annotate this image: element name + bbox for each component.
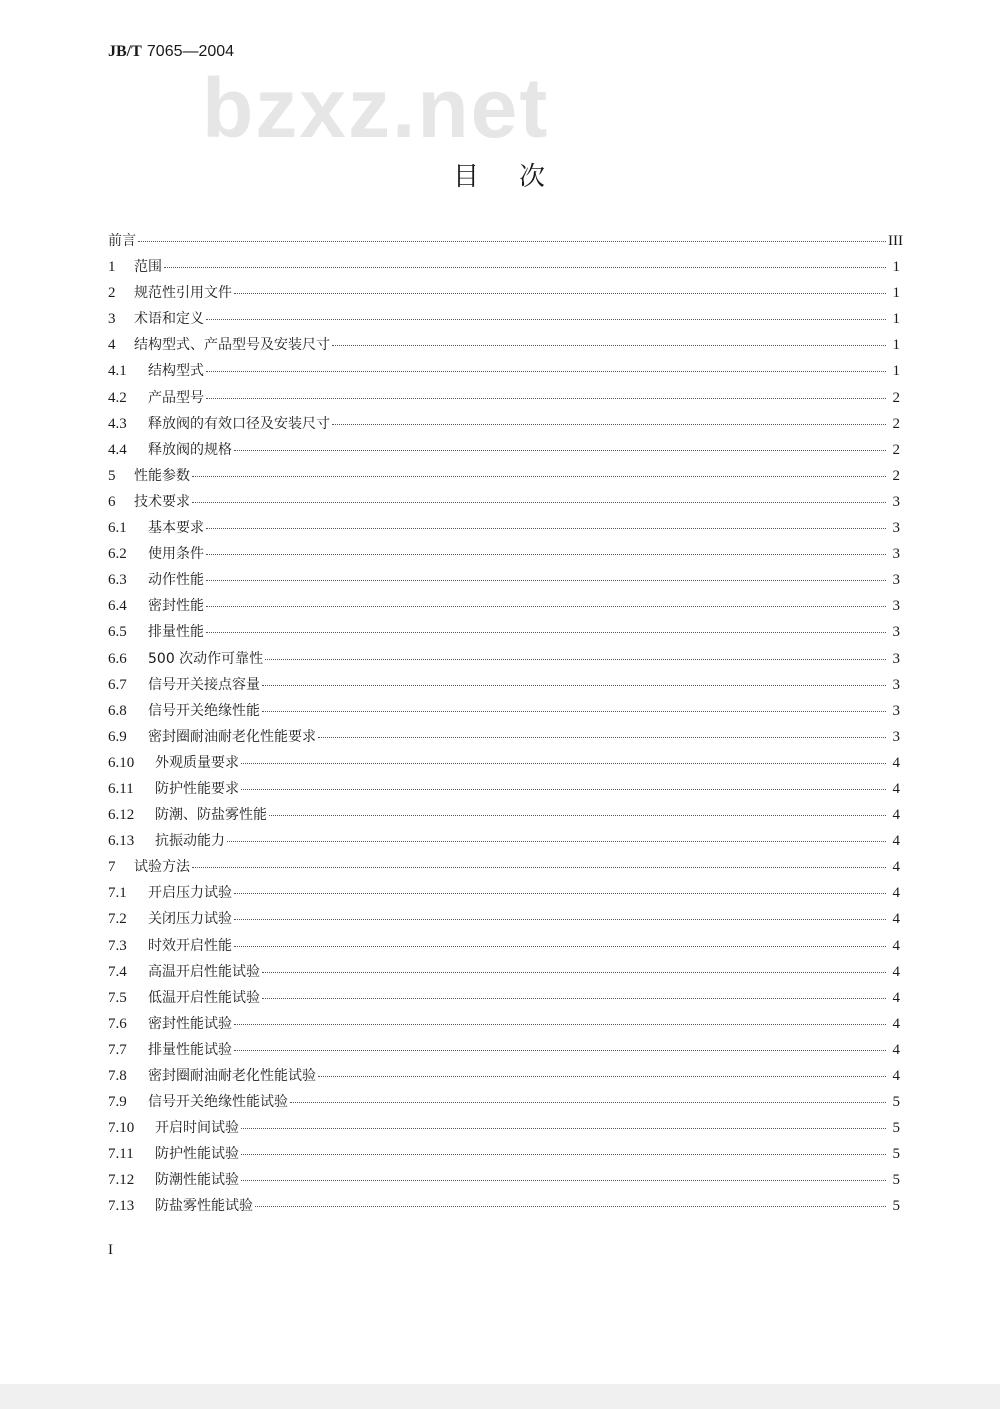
toc-entry-number: 7.9 [108, 1094, 127, 1111]
toc-entry-label: 信号开关接点容量 [148, 676, 260, 693]
dot-leader [241, 1180, 886, 1181]
toc-entry-number: 6.10 [108, 754, 135, 771]
toc-entry-page: 3 [892, 650, 900, 667]
dot-leader [318, 737, 886, 738]
toc-entry-number: 6.8 [108, 702, 127, 719]
toc-entry-number: 4.1 [108, 363, 127, 380]
toc-entry-number: 6.13 [108, 833, 135, 850]
toc-entry[interactable] [108, 413, 900, 439]
toc-entry[interactable] [108, 360, 900, 386]
dot-leader [192, 867, 886, 868]
toc-entry-number: 7.5 [108, 989, 127, 1006]
page-title: 目次 [453, 162, 586, 192]
toc-entry-label: 排量性能试验 [148, 1041, 232, 1058]
toc-entry[interactable] [108, 621, 900, 647]
bottom-strip [0, 1384, 1000, 1409]
toc-entry-label: 密封圈耐油耐老化性能要求 [148, 728, 316, 745]
toc-entry-label: 时效开启性能 [148, 937, 232, 954]
toc-entry-page: 4 [892, 780, 900, 797]
toc-entry-label: 试验方法 [134, 859, 190, 876]
toc-entry-page: 5 [892, 1198, 900, 1215]
toc-entry-number: 6 [108, 493, 116, 510]
toc-entry-number: 7.12 [108, 1172, 135, 1189]
toc-entry-number: 6.7 [108, 676, 127, 693]
toc-entry-label: 释放阀的有效口径及安装尺寸 [148, 415, 330, 432]
toc-entry[interactable] [108, 1013, 900, 1039]
toc-entry-page: 4 [892, 911, 900, 928]
toc-entry-label: 防护性能要求 [155, 780, 239, 797]
toc-entry-page: 4 [892, 807, 900, 824]
toc-entry-page: 3 [892, 702, 900, 719]
dot-leader [234, 946, 886, 947]
dot-leader [269, 815, 886, 816]
toc-entry-number: 4 [108, 337, 116, 354]
toc-entry[interactable] [108, 256, 900, 282]
toc-entry-label: 防潮、防盐雾性能 [155, 807, 267, 824]
dot-leader [290, 1102, 886, 1103]
toc-entry-number: 6.12 [108, 807, 135, 824]
table-of-contents [108, 230, 903, 1222]
toc-entry-number: 4.4 [108, 441, 127, 458]
toc-entry-page: 4 [892, 963, 900, 980]
toc-entry[interactable] [108, 778, 900, 804]
toc-entry-page: 5 [892, 1172, 900, 1189]
dot-leader [206, 606, 886, 607]
toc-entry[interactable] [108, 1091, 900, 1117]
dot-leader [241, 1154, 886, 1155]
dot-leader [265, 659, 886, 660]
toc-entry[interactable] [108, 387, 900, 413]
toc-entry-label: 结构型式 [148, 363, 204, 380]
toc-entry-label: 产品型号 [148, 389, 204, 406]
dot-leader [206, 398, 886, 399]
dot-leader [164, 267, 886, 268]
toc-entry-number: 4.2 [108, 389, 127, 406]
toc-entry-page: 3 [892, 676, 900, 693]
toc-entry-page: 1 [892, 363, 900, 380]
toc-entry[interactable] [108, 674, 900, 700]
toc-entry-number: 6.6 [108, 650, 127, 667]
toc-entry[interactable] [108, 830, 900, 856]
dot-leader [206, 528, 886, 529]
dot-leader [206, 371, 886, 372]
toc-entry[interactable] [108, 1143, 900, 1169]
toc-entry-number: 6.5 [108, 624, 127, 641]
dot-leader [318, 1076, 886, 1077]
toc-entry-label: 外观质量要求 [155, 754, 239, 771]
toc-entry-label: 释放阀的规格 [148, 441, 232, 458]
toc-entry[interactable] [108, 935, 900, 961]
toc-entry[interactable] [108, 1169, 900, 1195]
toc-entry-label: 密封性能 [148, 598, 204, 615]
toc-entry[interactable] [108, 856, 900, 882]
toc-entry[interactable] [108, 1039, 900, 1065]
toc-entry[interactable] [108, 334, 900, 360]
toc-entry[interactable] [108, 1117, 900, 1143]
dot-leader [206, 319, 886, 320]
toc-entry-page: 5 [892, 1094, 900, 1111]
toc-entry-page: 4 [892, 937, 900, 954]
toc-entry[interactable] [108, 961, 900, 987]
toc-entry[interactable] [108, 282, 900, 308]
toc-entry-number: 7.11 [108, 1146, 134, 1163]
toc-entry-page: 2 [892, 441, 900, 458]
toc-entry-label: 性能参数 [134, 467, 190, 484]
toc-entry[interactable] [108, 230, 903, 256]
standard-prefix: JB/T [108, 43, 142, 60]
watermark: bzxz.net [202, 61, 550, 155]
toc-entry-number: 7.3 [108, 937, 127, 954]
toc-entry[interactable] [108, 543, 900, 569]
dot-leader [262, 711, 886, 712]
toc-entry-label: 高温开启性能试验 [148, 963, 260, 980]
toc-entry-label: 使用条件 [148, 546, 204, 563]
dot-leader [332, 345, 886, 346]
toc-entry-number: 7.2 [108, 911, 127, 928]
toc-entry-page: 1 [892, 259, 900, 276]
toc-entry-label: 开启时间试验 [155, 1120, 239, 1137]
toc-entry-number: 7.8 [108, 1068, 127, 1084]
dot-leader [234, 450, 886, 451]
toc-entry[interactable] [108, 752, 900, 778]
toc-entry-label: 信号开关绝缘性能 [148, 702, 260, 719]
toc-entry-page: 3 [892, 728, 900, 745]
toc-entry-page: 3 [892, 624, 900, 641]
toc-entry[interactable] [108, 308, 900, 334]
standard-code: 7065—2004 [146, 43, 235, 60]
toc-entry-page: 2 [892, 389, 900, 406]
toc-entry-label: 密封性能试验 [148, 1015, 232, 1032]
toc-entry[interactable] [108, 804, 900, 830]
toc-entry-label: 防潮性能试验 [155, 1172, 239, 1189]
toc-entry-number: 7.6 [108, 1015, 127, 1032]
toc-entry-page: 3 [892, 520, 900, 537]
toc-entry-page: 4 [892, 833, 900, 850]
toc-entry-number: 7.10 [108, 1120, 135, 1137]
toc-entry[interactable] [108, 439, 900, 465]
toc-entry-page: 2 [892, 467, 900, 484]
dot-leader [192, 476, 886, 477]
dot-leader [234, 293, 886, 294]
dot-leader [262, 685, 886, 686]
toc-entry-label: 密封圈耐油耐老化性能试验 [148, 1068, 316, 1084]
toc-entry-page: 4 [892, 989, 900, 1006]
dot-leader [241, 789, 886, 790]
toc-entry-label: 技术要求 [134, 493, 190, 510]
toc-entry-page: 3 [892, 598, 900, 615]
toc-entry-label: 基本要求 [148, 520, 204, 537]
dot-leader [332, 424, 886, 425]
toc-entry-label: 前言 [108, 233, 136, 249]
toc-entry[interactable] [108, 517, 900, 543]
toc-entry-number: 7.4 [108, 963, 127, 980]
toc-entry-label: 关闭压力试验 [148, 911, 232, 928]
toc-entry-number: 6.2 [108, 546, 127, 563]
toc-entry-page: 4 [892, 1041, 900, 1058]
toc-entry-page: 3 [892, 493, 900, 510]
toc-entry-page: 1 [892, 337, 900, 354]
dot-leader [241, 1128, 886, 1129]
dot-leader [192, 502, 886, 503]
toc-entry[interactable] [108, 1195, 900, 1221]
toc-entry-number: 4.3 [108, 415, 127, 432]
dot-leader [138, 241, 886, 242]
toc-entry-page: 1 [892, 311, 900, 328]
toc-entry[interactable] [108, 726, 900, 752]
toc-entry-number: 2 [108, 285, 116, 302]
toc-entry-page: 5 [892, 1120, 900, 1137]
dot-leader [255, 1206, 886, 1207]
dot-leader [206, 554, 886, 555]
toc-entry-page: 4 [892, 859, 900, 876]
toc-entry-number: 6.11 [108, 780, 134, 797]
toc-entry-page: 3 [892, 572, 900, 589]
toc-entry-page: 4 [892, 754, 900, 771]
toc-entry-page: 4 [892, 1068, 900, 1084]
toc-entry-number: 7 [108, 859, 116, 876]
toc-entry-label: 术语和定义 [134, 311, 204, 328]
toc-entry-page: 4 [892, 885, 900, 902]
toc-entry[interactable] [108, 700, 900, 726]
toc-entry[interactable] [108, 1065, 900, 1091]
toc-entry-page: 5 [892, 1146, 900, 1163]
toc-entry-page: 1 [892, 285, 900, 302]
toc-entry-label: 防护性能试验 [155, 1146, 239, 1163]
toc-entry-page: 4 [892, 1015, 900, 1032]
toc-entry[interactable] [108, 465, 900, 491]
toc-entry-number: 7.7 [108, 1041, 127, 1058]
dot-leader [234, 1050, 886, 1051]
toc-entry[interactable] [108, 987, 900, 1013]
toc-entry-label: 抗振动能力 [155, 833, 225, 850]
toc-entry-number: 7.1 [108, 885, 127, 902]
toc-entry[interactable] [108, 595, 900, 621]
toc-entry-page: 2 [892, 415, 900, 432]
dot-leader [206, 580, 886, 581]
dot-leader [234, 893, 886, 894]
toc-entry-label: 结构型式、产品型号及安装尺寸 [134, 337, 330, 354]
dot-leader [206, 632, 886, 633]
toc-entry-number: 6.1 [108, 520, 127, 537]
toc-entry-label: 范围 [134, 259, 162, 276]
toc-entry[interactable] [108, 648, 900, 674]
toc-entry[interactable] [108, 569, 900, 595]
page-number: I [108, 1242, 113, 1258]
toc-entry[interactable] [108, 882, 900, 908]
toc-entry-label: 规范性引用文件 [134, 285, 232, 302]
dot-leader [234, 1024, 886, 1025]
dot-leader [234, 919, 886, 920]
dot-leader [227, 841, 886, 842]
toc-entry-label: 排量性能 [148, 624, 204, 641]
standard-number [108, 42, 234, 61]
toc-entry-label: 动作性能 [148, 572, 204, 589]
toc-entry[interactable] [108, 491, 900, 517]
dot-leader [262, 998, 886, 999]
toc-entry-number: 5 [108, 467, 116, 484]
toc-entry-label: 低温开启性能试验 [148, 989, 260, 1006]
toc-entry-label: 500 次动作可靠性 [148, 650, 264, 667]
toc-entry-number: 1 [108, 259, 116, 276]
toc-entry-page: III [888, 233, 903, 249]
toc-entry-number: 3 [108, 311, 116, 328]
toc-entry-label: 开启压力试验 [148, 885, 232, 902]
toc-entry-label: 信号开关绝缘性能试验 [148, 1094, 288, 1111]
toc-entry-number: 7.13 [108, 1198, 135, 1215]
toc-entry-number: 6.3 [108, 572, 127, 589]
dot-leader [262, 972, 886, 973]
toc-entry-number: 6.4 [108, 598, 127, 615]
toc-entry[interactable] [108, 908, 900, 934]
dot-leader [241, 763, 886, 764]
toc-entry-number: 6.9 [108, 728, 127, 745]
toc-entry-page: 3 [892, 546, 900, 563]
toc-entry-label: 防盐雾性能试验 [155, 1198, 253, 1215]
